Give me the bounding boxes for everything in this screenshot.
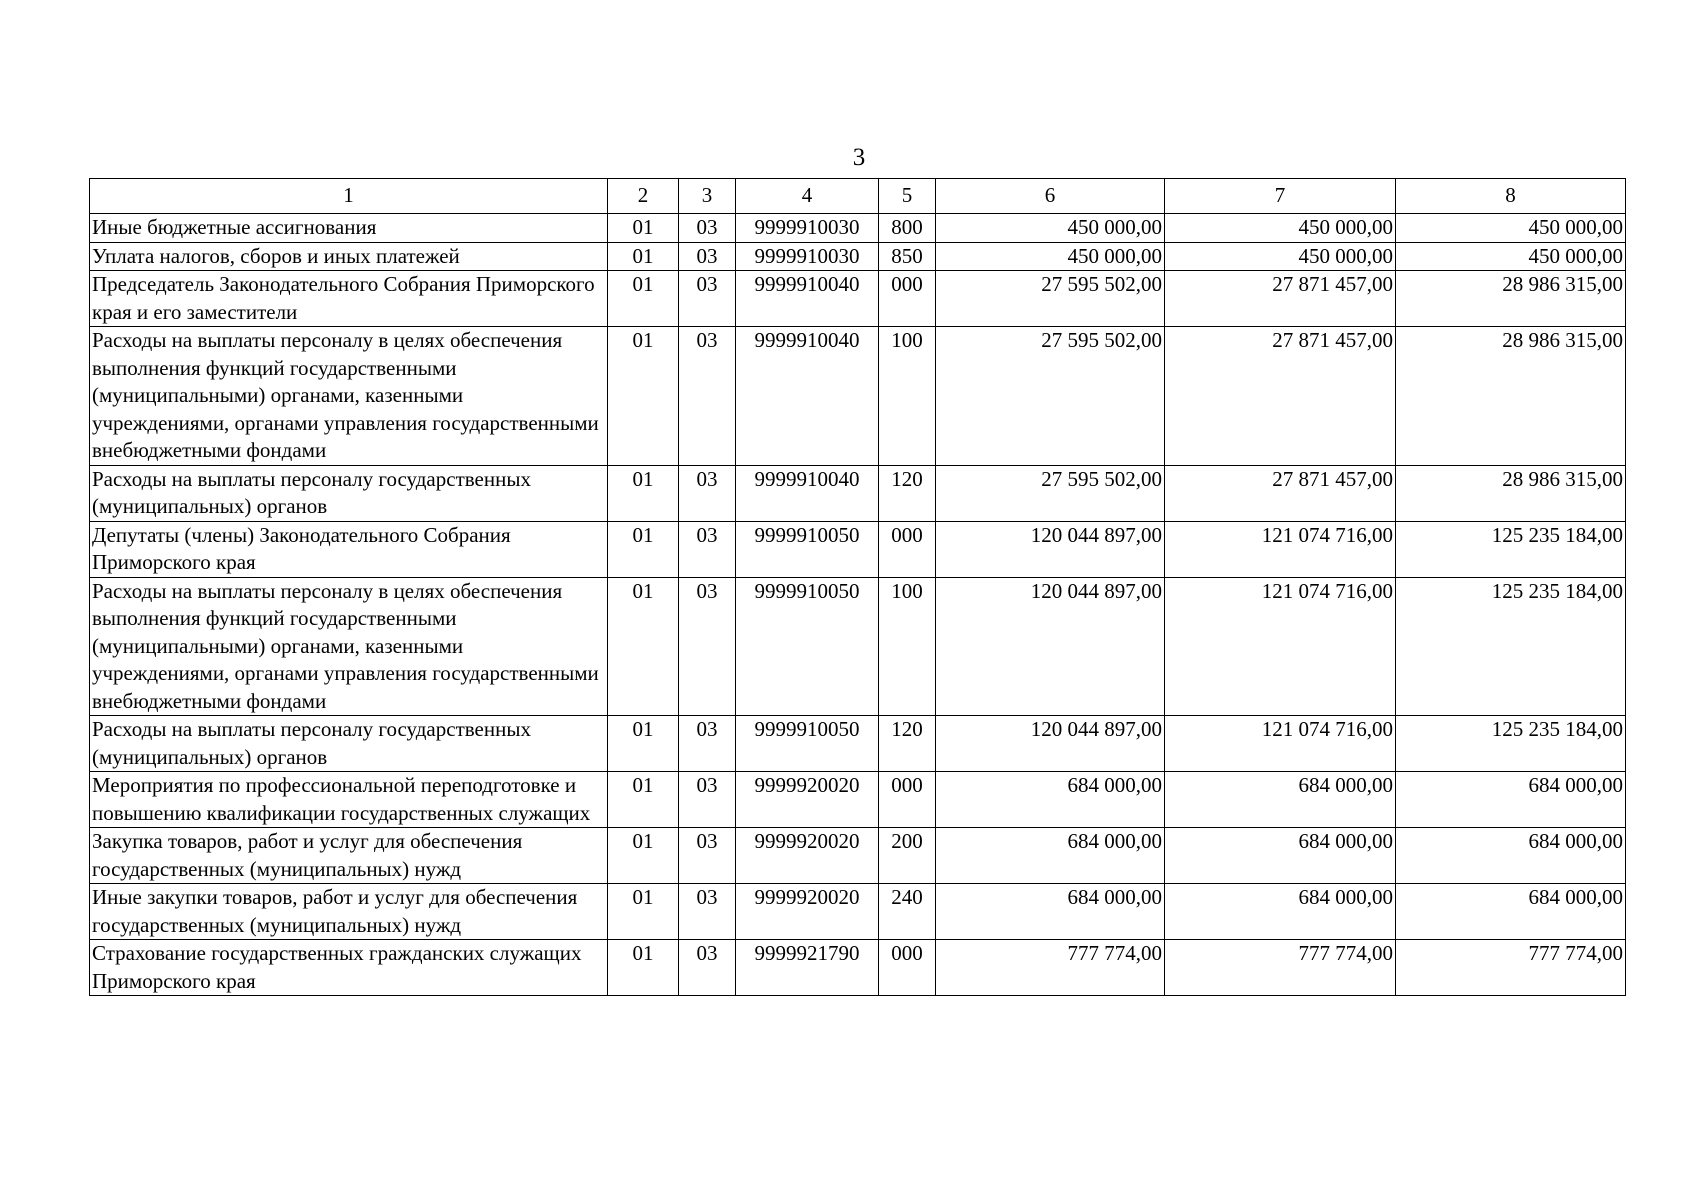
target-article-code: 9999910050 <box>736 521 879 577</box>
amount-col-8: 777 774,00 <box>1396 940 1626 996</box>
item-name: Закупка товаров, работ и услуг для обеспечения государственных (муниципальных) нужд <box>90 828 608 884</box>
subsection-code: 03 <box>679 828 736 884</box>
table-row <box>90 940 1626 996</box>
subsection-code: 03 <box>679 271 736 327</box>
subsection-code: 03 <box>679 884 736 940</box>
column-header: 2 <box>608 179 679 214</box>
amount-col-6: 27 595 502,00 <box>936 271 1165 327</box>
section-code: 01 <box>608 214 679 243</box>
amount-col-7: 121 074 716,00 <box>1165 521 1396 577</box>
amount-col-7: 450 000,00 <box>1165 242 1396 271</box>
amount-col-8: 684 000,00 <box>1396 884 1626 940</box>
target-article-code: 9999910050 <box>736 577 879 716</box>
amount-col-7: 450 000,00 <box>1165 214 1396 243</box>
amount-col-7: 27 871 457,00 <box>1165 327 1396 466</box>
expense-type-code: 100 <box>879 577 936 716</box>
section-code: 01 <box>608 327 679 466</box>
table-row <box>90 465 1626 521</box>
table-row <box>90 716 1626 772</box>
subsection-code: 03 <box>679 772 736 828</box>
item-name: Расходы на выплаты персоналу в целях обеспечения выполнения функций государственными (муниципальными) органами, казенными учреждениями, органами управления государственными внебюджетными фондами <box>90 577 608 716</box>
table-row <box>90 577 1626 716</box>
item-name: Уплата налогов, сборов и иных платежей <box>90 242 608 271</box>
target-article-code: 9999910030 <box>736 242 879 271</box>
target-article-code: 9999920020 <box>736 828 879 884</box>
amount-col-6: 120 044 897,00 <box>936 521 1165 577</box>
amount-col-8: 125 235 184,00 <box>1396 716 1626 772</box>
expense-type-code: 800 <box>879 214 936 243</box>
amount-col-7: 27 871 457,00 <box>1165 271 1396 327</box>
target-article-code: 9999910040 <box>736 465 879 521</box>
budget-table <box>89 178 1626 996</box>
table-row <box>90 271 1626 327</box>
table-row <box>90 327 1626 466</box>
amount-col-8: 28 986 315,00 <box>1396 465 1626 521</box>
expense-type-code: 000 <box>879 772 936 828</box>
column-header: 1 <box>90 179 608 214</box>
item-name: Расходы на выплаты персоналу государственных (муниципальных) органов <box>90 465 608 521</box>
amount-col-6: 450 000,00 <box>936 214 1165 243</box>
target-article-code: 9999910050 <box>736 716 879 772</box>
amount-col-7: 684 000,00 <box>1165 884 1396 940</box>
amount-col-7: 684 000,00 <box>1165 772 1396 828</box>
amount-col-7: 121 074 716,00 <box>1165 577 1396 716</box>
expense-type-code: 000 <box>879 521 936 577</box>
amount-col-7: 684 000,00 <box>1165 828 1396 884</box>
table-row <box>90 772 1626 828</box>
amount-col-6: 684 000,00 <box>936 772 1165 828</box>
table-body <box>90 214 1626 996</box>
expense-type-code: 200 <box>879 828 936 884</box>
expense-type-code: 240 <box>879 884 936 940</box>
amount-col-6: 120 044 897,00 <box>936 577 1165 716</box>
target-article-code: 9999920020 <box>736 772 879 828</box>
amount-col-7: 121 074 716,00 <box>1165 716 1396 772</box>
item-name: Иные закупки товаров, работ и услуг для обеспечения государственных (муниципальных) нужд <box>90 884 608 940</box>
amount-col-6: 120 044 897,00 <box>936 716 1165 772</box>
table-row <box>90 521 1626 577</box>
item-name: Страхование государственных гражданских служащих Приморского края <box>90 940 608 996</box>
expense-type-code: 100 <box>879 327 936 466</box>
subsection-code: 03 <box>679 521 736 577</box>
target-article-code: 9999920020 <box>736 884 879 940</box>
subsection-code: 03 <box>679 465 736 521</box>
item-name: Расходы на выплаты персоналу государственных (муниципальных) органов <box>90 716 608 772</box>
amount-col-6: 450 000,00 <box>936 242 1165 271</box>
item-name: Председатель Законодательного Собрания Приморского края и его заместители <box>90 271 608 327</box>
table-row <box>90 884 1626 940</box>
header-row <box>90 179 1626 214</box>
column-header: 7 <box>1165 179 1396 214</box>
amount-col-8: 28 986 315,00 <box>1396 271 1626 327</box>
item-name: Иные бюджетные ассигнования <box>90 214 608 243</box>
amount-col-8: 28 986 315,00 <box>1396 327 1626 466</box>
table-row <box>90 828 1626 884</box>
amount-col-6: 27 595 502,00 <box>936 465 1165 521</box>
section-code: 01 <box>608 577 679 716</box>
subsection-code: 03 <box>679 940 736 996</box>
expense-type-code: 000 <box>879 940 936 996</box>
target-article-code: 9999910040 <box>736 271 879 327</box>
amount-col-8: 125 235 184,00 <box>1396 521 1626 577</box>
item-name: Мероприятия по профессиональной переподготовке и повышению квалификации государственных служащих <box>90 772 608 828</box>
section-code: 01 <box>608 242 679 271</box>
amount-col-8: 125 235 184,00 <box>1396 577 1626 716</box>
section-code: 01 <box>608 772 679 828</box>
subsection-code: 03 <box>679 242 736 271</box>
subsection-code: 03 <box>679 577 736 716</box>
subsection-code: 03 <box>679 214 736 243</box>
expense-type-code: 120 <box>879 465 936 521</box>
section-code: 01 <box>608 940 679 996</box>
target-article-code: 9999910040 <box>736 327 879 466</box>
column-header: 8 <box>1396 179 1626 214</box>
column-header: 3 <box>679 179 736 214</box>
section-code: 01 <box>608 828 679 884</box>
subsection-code: 03 <box>679 327 736 466</box>
amount-col-6: 684 000,00 <box>936 828 1165 884</box>
page-number: 3 <box>852 144 866 171</box>
column-header: 5 <box>879 179 936 214</box>
amount-col-8: 450 000,00 <box>1396 242 1626 271</box>
expense-type-code: 850 <box>879 242 936 271</box>
amount-col-8: 450 000,00 <box>1396 214 1626 243</box>
section-code: 01 <box>608 521 679 577</box>
expense-type-code: 000 <box>879 271 936 327</box>
amount-col-6: 27 595 502,00 <box>936 327 1165 466</box>
amount-col-7: 777 774,00 <box>1165 940 1396 996</box>
expense-type-code: 120 <box>879 716 936 772</box>
item-name: Депутаты (члены) Законодательного Собрания Приморского края <box>90 521 608 577</box>
column-header: 4 <box>736 179 879 214</box>
amount-col-8: 684 000,00 <box>1396 772 1626 828</box>
subsection-code: 03 <box>679 716 736 772</box>
target-article-code: 9999910030 <box>736 214 879 243</box>
section-code: 01 <box>608 271 679 327</box>
table-row <box>90 214 1626 243</box>
amount-col-8: 684 000,00 <box>1396 828 1626 884</box>
section-code: 01 <box>608 716 679 772</box>
item-name: Расходы на выплаты персоналу в целях обеспечения выполнения функций государственными (муниципальными) органами, казенными учреждениями, органами управления государственными внебюджетными фондами <box>90 327 608 466</box>
target-article-code: 9999921790 <box>736 940 879 996</box>
amount-col-6: 777 774,00 <box>936 940 1165 996</box>
column-header: 6 <box>936 179 1165 214</box>
table-row <box>90 242 1626 271</box>
section-code: 01 <box>608 884 679 940</box>
amount-col-6: 684 000,00 <box>936 884 1165 940</box>
amount-col-7: 27 871 457,00 <box>1165 465 1396 521</box>
section-code: 01 <box>608 465 679 521</box>
